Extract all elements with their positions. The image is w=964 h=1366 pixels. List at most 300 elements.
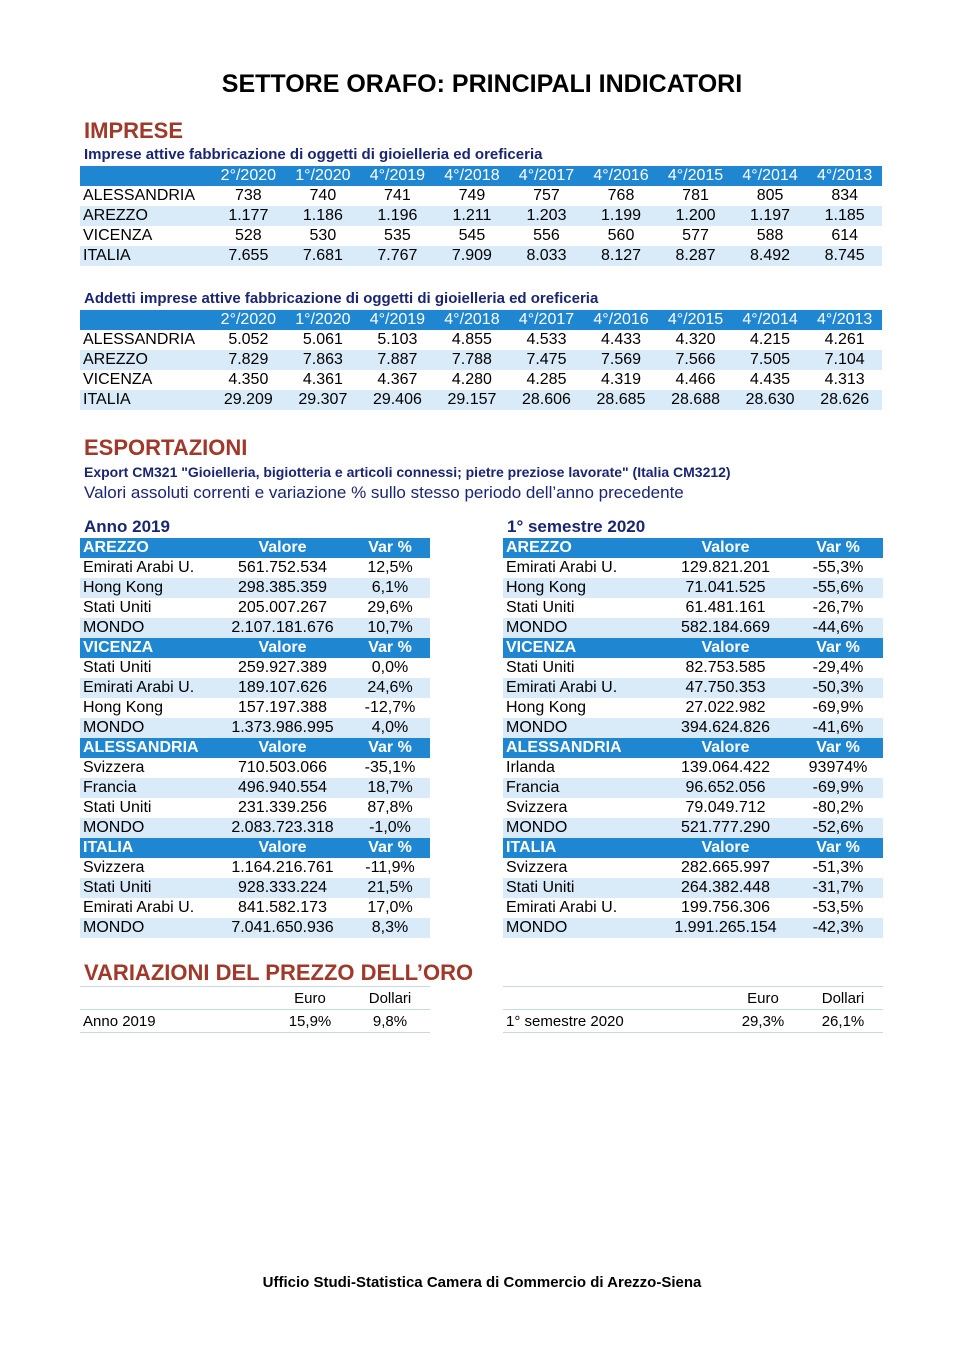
country-name: Svizzera: [503, 858, 658, 878]
export-value: 582.184.669: [658, 618, 793, 638]
column-header: 1°/2020: [286, 310, 361, 330]
gold-dollari-value: 9,8%: [350, 1010, 430, 1033]
table-row: [80, 330, 882, 350]
country-name: Hong Kong: [80, 578, 215, 598]
table-cell: 8.127: [584, 246, 659, 266]
table-cell: 5.052: [211, 330, 286, 350]
export-row: [80, 718, 430, 738]
table-cell: 1.197: [733, 206, 808, 226]
table-cell: 1.211: [435, 206, 510, 226]
addetti-table: [80, 310, 882, 410]
var-header: Var %: [793, 838, 883, 858]
export-row: [503, 558, 883, 578]
table-cell: 29.406: [360, 390, 435, 410]
export-value: 928.333.224: [215, 878, 350, 898]
country-name: MONDO: [80, 618, 215, 638]
section-esportazioni-heading: ESPORTAZIONI: [84, 435, 248, 460]
table-cell: 28.688: [658, 390, 733, 410]
export-variation: -42,3%: [793, 918, 883, 938]
export-variation: -55,6%: [793, 578, 883, 598]
section-oro-heading: VARIAZIONI DEL PREZZO DELL’ORO: [84, 960, 474, 985]
column-header: 4°/2013: [807, 166, 882, 186]
export-row: [80, 658, 430, 678]
export-variation: -29,4%: [793, 658, 883, 678]
table-cell: 588: [733, 226, 808, 246]
export-value: 129.821.201: [658, 558, 793, 578]
table-cell: 545: [435, 226, 510, 246]
country-name: Hong Kong: [503, 698, 658, 718]
column-header: 4°/2017: [509, 166, 584, 186]
table-cell: 530: [286, 226, 361, 246]
column-header: 4°/2014: [733, 310, 808, 330]
export-variation: 8,3%: [350, 918, 430, 938]
column-header: 4°/2015: [658, 310, 733, 330]
block-header-row: [503, 838, 883, 858]
country-name: Stati Uniti: [80, 798, 215, 818]
country-name: Svizzera: [503, 798, 658, 818]
country-name: Emirati Arabi U.: [80, 898, 215, 918]
export-variation: -80,2%: [793, 798, 883, 818]
export-value: 841.582.173: [215, 898, 350, 918]
gold-dollari-value: 26,1%: [803, 1010, 883, 1033]
row-label: VICENZA: [80, 370, 211, 390]
table-row: [80, 226, 882, 246]
table-cell: 28.685: [584, 390, 659, 410]
country-name: Emirati Arabi U.: [80, 558, 215, 578]
table-cell: 29.209: [211, 390, 286, 410]
table-cell: 4.285: [509, 370, 584, 390]
var-header: Var %: [793, 538, 883, 558]
export-row: [503, 578, 883, 598]
valore-header: Valore: [658, 538, 793, 558]
export-value: 157.197.388: [215, 698, 350, 718]
table-cell: 4.350: [211, 370, 286, 390]
gold-right-wrap: [503, 986, 883, 1033]
table-cell: 1.200: [658, 206, 733, 226]
export-variation: 10,7%: [350, 618, 430, 638]
export-variation: -52,6%: [793, 818, 883, 838]
country-name: Hong Kong: [80, 698, 215, 718]
export-value: 79.049.712: [658, 798, 793, 818]
page-title: SETTORE ORAFO: PRINCIPALI INDICATORI: [221, 70, 743, 98]
country-name: Stati Uniti: [80, 878, 215, 898]
table-cell: 1.196: [360, 206, 435, 226]
table-cell: 7.767: [360, 246, 435, 266]
table-header-row: [80, 310, 882, 330]
country-name: Emirati Arabi U.: [503, 898, 658, 918]
export-row: [503, 778, 883, 798]
gold-euro-header: Euro: [270, 987, 350, 1010]
country-name: MONDO: [80, 918, 215, 938]
export-value: 496.940.554: [215, 778, 350, 798]
export-row: [80, 598, 430, 618]
valore-header: Valore: [215, 538, 350, 558]
table-cell: 4.533: [509, 330, 584, 350]
table-cell: 4.215: [733, 330, 808, 350]
table-header-row: [80, 166, 882, 186]
export-variation: 6,1%: [350, 578, 430, 598]
export-row: [503, 898, 883, 918]
gold-dollari-header: Dollari: [803, 987, 883, 1010]
row-label: VICENZA: [80, 226, 211, 246]
export-row: [80, 678, 430, 698]
export-value: 1.373.986.995: [215, 718, 350, 738]
block-header-row: [503, 738, 883, 758]
var-header: Var %: [793, 638, 883, 658]
table-cell: 738: [211, 186, 286, 206]
export-row: [503, 758, 883, 778]
imprese-table: [80, 166, 882, 266]
header-empty-cell: [80, 310, 211, 330]
export-row: [503, 858, 883, 878]
block-region-name: VICENZA: [80, 638, 215, 658]
table-cell: 7.681: [286, 246, 361, 266]
addetti-table-caption: Addetti imprese attive fabbricazione di oggetti di gioielleria ed oreficeria: [84, 290, 599, 307]
table-cell: 7.887: [360, 350, 435, 370]
table-cell: 556: [509, 226, 584, 246]
table-cell: 7.569: [584, 350, 659, 370]
export-value: 47.750.353: [658, 678, 793, 698]
table-cell: 1.203: [509, 206, 584, 226]
export-row: [503, 718, 883, 738]
export-value: 282.665.997: [658, 858, 793, 878]
export-row: [80, 878, 430, 898]
table-cell: 7.863: [286, 350, 361, 370]
export-value: 27.022.982: [658, 698, 793, 718]
row-label: ALESSANDRIA: [80, 330, 211, 350]
country-name: Emirati Arabi U.: [503, 678, 658, 698]
table-cell: 7.104: [807, 350, 882, 370]
country-name: MONDO: [503, 918, 658, 938]
table-cell: 28.630: [733, 390, 808, 410]
country-name: Svizzera: [80, 758, 215, 778]
export-row: [80, 558, 430, 578]
table-cell: 4.435: [733, 370, 808, 390]
export-right-wrap: [503, 538, 883, 938]
table-cell: 29.307: [286, 390, 361, 410]
imprese-table-wrap: [80, 166, 882, 266]
column-header: 4°/2013: [807, 310, 882, 330]
export-note: Valori assoluti correnti e variazione % sullo stesso periodo dell’anno precedente: [84, 483, 684, 502]
export-variation: -31,7%: [793, 878, 883, 898]
table-cell: 7.566: [658, 350, 733, 370]
column-header: 4°/2014: [733, 166, 808, 186]
export-row: [80, 758, 430, 778]
country-name: MONDO: [80, 818, 215, 838]
table-row: [80, 370, 882, 390]
table-cell: 4.367: [360, 370, 435, 390]
export-row: [80, 918, 430, 938]
block-region-name: VICENZA: [503, 638, 658, 658]
gold-period-label: Anno 2019: [80, 1010, 270, 1033]
table-cell: 740: [286, 186, 361, 206]
export-value: 96.652.056: [658, 778, 793, 798]
export-variation: -41,6%: [793, 718, 883, 738]
export-right-title: 1° semestre 2020: [507, 517, 646, 536]
var-header: Var %: [350, 738, 430, 758]
export-variation: -11,9%: [350, 858, 430, 878]
export-variation: -26,7%: [793, 598, 883, 618]
table-cell: 781: [658, 186, 733, 206]
country-name: Stati Uniti: [80, 598, 215, 618]
block-region-name: ITALIA: [80, 838, 215, 858]
table-cell: 560: [584, 226, 659, 246]
export-value: 82.753.585: [658, 658, 793, 678]
export-row: [80, 898, 430, 918]
export-value: 71.041.525: [658, 578, 793, 598]
valore-header: Valore: [658, 738, 793, 758]
table-row: [80, 246, 882, 266]
export-value: 561.752.534: [215, 558, 350, 578]
block-header-row: [80, 538, 430, 558]
export-variation: 93974%: [793, 758, 883, 778]
export-row: [80, 698, 430, 718]
table-cell: 1.177: [211, 206, 286, 226]
table-cell: 4.280: [435, 370, 510, 390]
export-row: [80, 798, 430, 818]
export-row: [503, 918, 883, 938]
export-row: [80, 778, 430, 798]
table-row: [80, 350, 882, 370]
table-cell: 768: [584, 186, 659, 206]
export-value: 264.382.448: [658, 878, 793, 898]
export-variation: 29,6%: [350, 598, 430, 618]
row-label: AREZZO: [80, 206, 211, 226]
table-cell: 8.287: [658, 246, 733, 266]
table-cell: 7.505: [733, 350, 808, 370]
table-cell: 4.466: [658, 370, 733, 390]
export-value: 2.083.723.318: [215, 818, 350, 838]
valore-header: Valore: [215, 638, 350, 658]
country-name: Stati Uniti: [80, 658, 215, 678]
export-row: [503, 798, 883, 818]
export-subtitle: Export CM321 "Gioielleria, bigiotteria e articoli connessi; pietre preziose lavorate" (Italia CM3212): [84, 464, 731, 480]
valore-header: Valore: [215, 738, 350, 758]
table-cell: 8.492: [733, 246, 808, 266]
export-row: [503, 678, 883, 698]
column-header: 4°/2018: [435, 166, 510, 186]
block-region-name: ITALIA: [503, 838, 658, 858]
country-name: Emirati Arabi U.: [80, 678, 215, 698]
var-header: Var %: [350, 538, 430, 558]
imprese-table-caption: Imprese attive fabbricazione di oggetti di gioielleria ed oreficeria: [84, 146, 543, 163]
gold-left-wrap: [80, 986, 430, 1033]
column-header: 4°/2015: [658, 166, 733, 186]
valore-header: Valore: [658, 838, 793, 858]
country-name: MONDO: [503, 818, 658, 838]
country-name: Stati Uniti: [503, 598, 658, 618]
export-value: 1.991.265.154: [658, 918, 793, 938]
export-variation: 87,8%: [350, 798, 430, 818]
var-header: Var %: [350, 638, 430, 658]
block-header-row: [80, 738, 430, 758]
export-variation: 4,0%: [350, 718, 430, 738]
export-value: 1.164.216.761: [215, 858, 350, 878]
export-variation: -69,9%: [793, 698, 883, 718]
country-name: Francia: [80, 778, 215, 798]
column-header: 4°/2019: [360, 166, 435, 186]
table-cell: 4.319: [584, 370, 659, 390]
gold-empty-cell: [503, 987, 723, 1010]
table-cell: 28.626: [807, 390, 882, 410]
export-variation: -53,5%: [793, 898, 883, 918]
column-header: 2°/2020: [211, 166, 286, 186]
export-variation: 17,0%: [350, 898, 430, 918]
country-name: Irlanda: [503, 758, 658, 778]
block-region-name: ALESSANDRIA: [503, 738, 658, 758]
export-variation: -44,6%: [793, 618, 883, 638]
export-row: [503, 598, 883, 618]
table-cell: 577: [658, 226, 733, 246]
export-value: 521.777.290: [658, 818, 793, 838]
table-cell: 528: [211, 226, 286, 246]
export-value: 199.756.306: [658, 898, 793, 918]
export-variation: -1,0%: [350, 818, 430, 838]
table-cell: 5.103: [360, 330, 435, 350]
export-row: [503, 618, 883, 638]
export-row: [80, 858, 430, 878]
country-name: MONDO: [503, 618, 658, 638]
country-name: Francia: [503, 778, 658, 798]
block-header-row: [80, 638, 430, 658]
country-name: MONDO: [80, 718, 215, 738]
gold-euro-header: Euro: [723, 987, 803, 1010]
block-region-name: AREZZO: [503, 538, 658, 558]
export-variation: 12,5%: [350, 558, 430, 578]
column-header: 1°/2020: [286, 166, 361, 186]
export-row: [503, 658, 883, 678]
row-label: ITALIA: [80, 246, 211, 266]
export-variation: -50,3%: [793, 678, 883, 698]
table-cell: 1.186: [286, 206, 361, 226]
country-name: Emirati Arabi U.: [503, 558, 658, 578]
table-cell: 1.199: [584, 206, 659, 226]
column-header: 4°/2019: [360, 310, 435, 330]
country-name: Hong Kong: [503, 578, 658, 598]
gold-2020-table: [503, 986, 883, 1033]
table-cell: 535: [360, 226, 435, 246]
table-cell: 834: [807, 186, 882, 206]
column-header: 4°/2016: [584, 310, 659, 330]
addetti-table-wrap: [80, 310, 882, 410]
table-cell: 7.909: [435, 246, 510, 266]
table-cell: 741: [360, 186, 435, 206]
table-row: [80, 206, 882, 226]
block-header-row: [503, 538, 883, 558]
export-row: [503, 818, 883, 838]
export-variation: -12,7%: [350, 698, 430, 718]
export-value: 205.007.267: [215, 598, 350, 618]
block-region-name: AREZZO: [80, 538, 215, 558]
gold-period-label: 1° semestre 2020: [503, 1010, 723, 1033]
country-name: Svizzera: [80, 858, 215, 878]
export-value: 2.107.181.676: [215, 618, 350, 638]
export-value: 394.624.826: [658, 718, 793, 738]
export-variation: -55,3%: [793, 558, 883, 578]
export-variation: -51,3%: [793, 858, 883, 878]
export-left-wrap: [80, 538, 430, 938]
country-name: MONDO: [503, 718, 658, 738]
block-header-row: [80, 838, 430, 858]
table-cell: 4.261: [807, 330, 882, 350]
valore-header: Valore: [658, 638, 793, 658]
export-left-title: Anno 2019: [84, 517, 170, 536]
table-cell: 805: [733, 186, 808, 206]
valore-header: Valore: [215, 838, 350, 858]
export-variation: 24,6%: [350, 678, 430, 698]
export-value: 259.927.389: [215, 658, 350, 678]
table-cell: 8.745: [807, 246, 882, 266]
export-variation: 21,5%: [350, 878, 430, 898]
footer-credit: Ufficio Studi-Statistica Camera di Commercio di Arezzo-Siena: [262, 1274, 702, 1291]
export-row: [503, 878, 883, 898]
column-header: 4°/2018: [435, 310, 510, 330]
export-row: [80, 818, 430, 838]
gold-dollari-header: Dollari: [350, 987, 430, 1010]
table-cell: 4.313: [807, 370, 882, 390]
table-cell: 4.433: [584, 330, 659, 350]
export-value: 7.041.650.936: [215, 918, 350, 938]
table-cell: 8.033: [509, 246, 584, 266]
table-cell: 7.655: [211, 246, 286, 266]
country-name: Stati Uniti: [503, 658, 658, 678]
row-label: ITALIA: [80, 390, 211, 410]
column-header: 2°/2020: [211, 310, 286, 330]
row-label: ALESSANDRIA: [80, 186, 211, 206]
var-header: Var %: [793, 738, 883, 758]
column-header: 4°/2017: [509, 310, 584, 330]
block-region-name: ALESSANDRIA: [80, 738, 215, 758]
table-cell: 614: [807, 226, 882, 246]
table-cell: 7.829: [211, 350, 286, 370]
gold-2019-table: [80, 986, 430, 1033]
country-name: Stati Uniti: [503, 878, 658, 898]
table-cell: 28.606: [509, 390, 584, 410]
table-row: [80, 186, 882, 206]
gold-euro-value: 15,9%: [270, 1010, 350, 1033]
export-value: 189.107.626: [215, 678, 350, 698]
export-row: [80, 618, 430, 638]
export-variation: 0,0%: [350, 658, 430, 678]
column-header: 4°/2016: [584, 166, 659, 186]
export-variation: -69,9%: [793, 778, 883, 798]
table-cell: 7.788: [435, 350, 510, 370]
export-value: 231.339.256: [215, 798, 350, 818]
row-label: AREZZO: [80, 350, 211, 370]
gold-empty-cell: [80, 987, 270, 1010]
export-2019-table: [80, 538, 430, 938]
table-cell: 4.855: [435, 330, 510, 350]
export-variation: 18,7%: [350, 778, 430, 798]
table-cell: 4.361: [286, 370, 361, 390]
export-2020-table: [503, 538, 883, 938]
table-cell: 4.320: [658, 330, 733, 350]
export-variation: -35,1%: [350, 758, 430, 778]
table-cell: 29.157: [435, 390, 510, 410]
export-row: [80, 578, 430, 598]
table-cell: 749: [435, 186, 510, 206]
section-imprese-heading: IMPRESE: [84, 118, 184, 143]
var-header: Var %: [350, 838, 430, 858]
table-cell: 757: [509, 186, 584, 206]
export-value: 139.064.422: [658, 758, 793, 778]
block-header-row: [503, 638, 883, 658]
header-empty-cell: [80, 166, 211, 186]
export-value: 61.481.161: [658, 598, 793, 618]
table-cell: 5.061: [286, 330, 361, 350]
export-row: [503, 698, 883, 718]
table-cell: 7.475: [509, 350, 584, 370]
